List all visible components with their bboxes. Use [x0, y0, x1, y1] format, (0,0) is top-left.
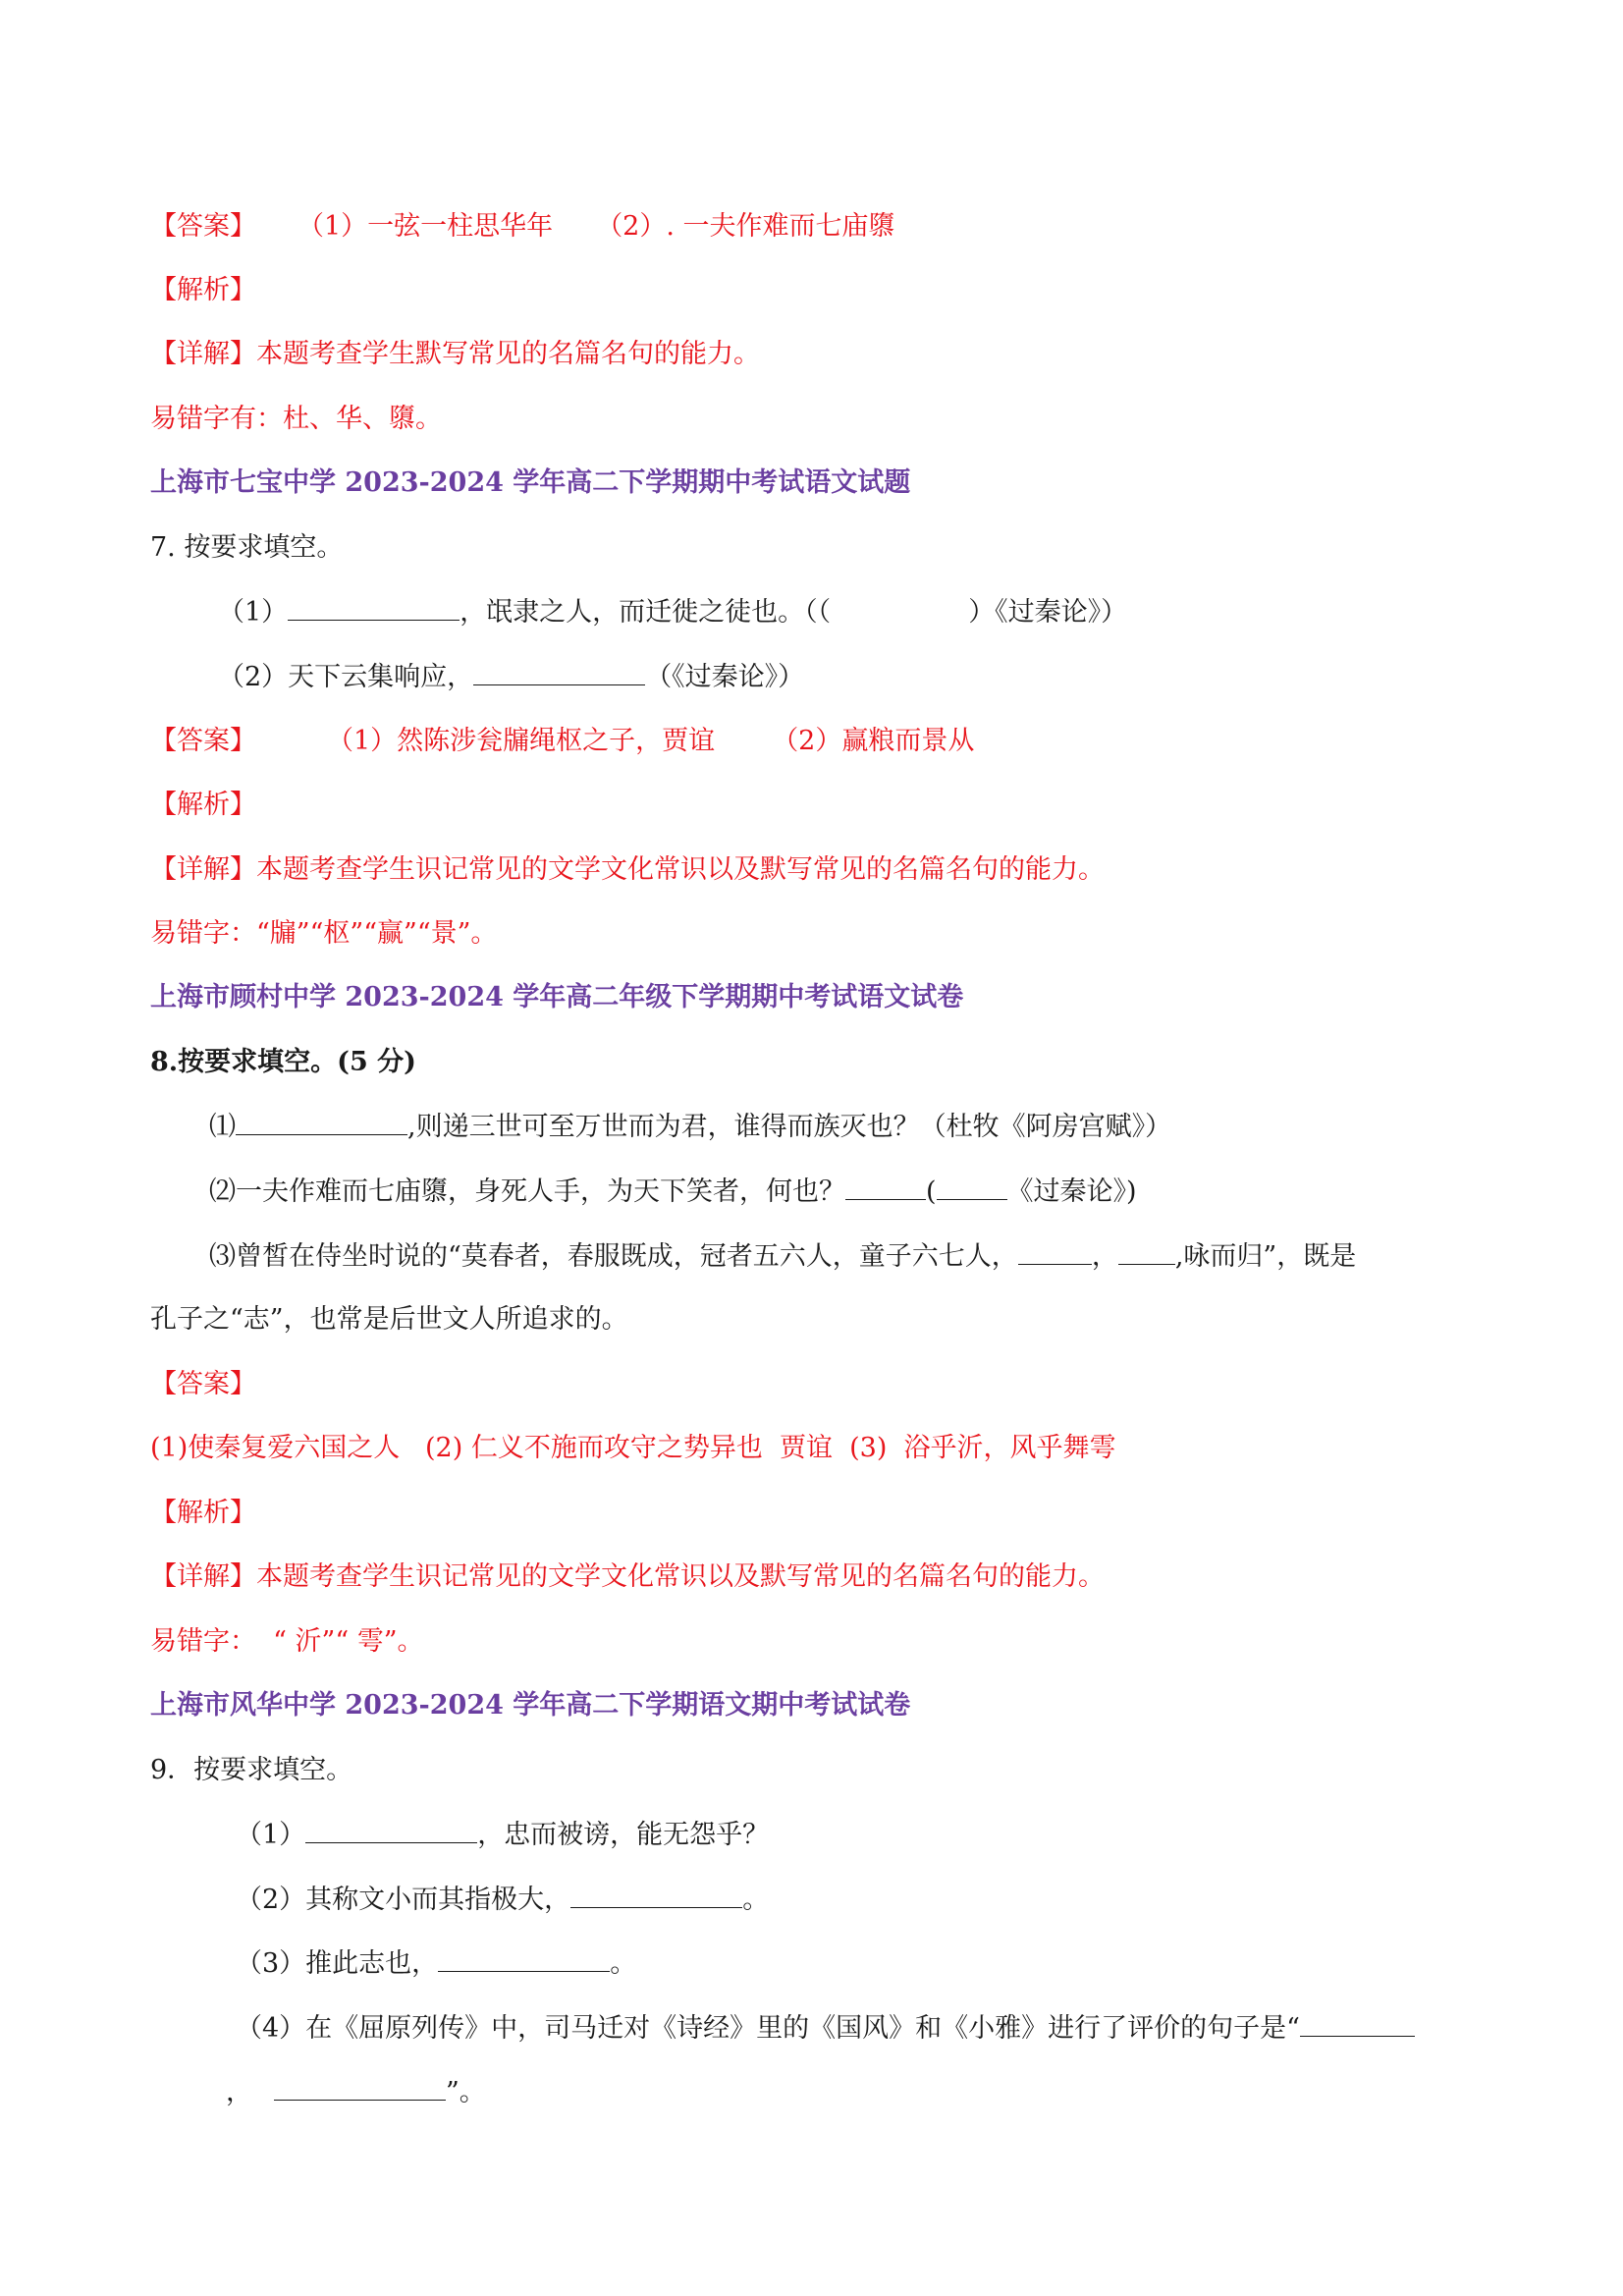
s7-source-title: 上海市七宝中学 2023-2024 学年高二下学期期中考试语文试题 [150, 467, 911, 498]
fill-blank[interactable] [1300, 2010, 1415, 2037]
s7-question: 7. 按要求填空。 [150, 532, 344, 563]
s9-item-4-continued: ， ”。 [226, 2074, 486, 2110]
s8-item-1: ⑴ ,则递三世可至万世而为君，谁得而族灭也？（杜牧《阿房宫赋》） [209, 1109, 1171, 1145]
s9-item-4: （4）在《屈原列传》中，司马迁对《诗经》里的《国风》和《小雅》进行了评价的句子是“ [236, 2010, 1415, 2047]
s7-error-chars: 易错字：“牖”“枢”“赢”“景”。 [150, 918, 498, 949]
s6-answer-line [150, 209, 895, 245]
s7-analysis-tag: 【解析】 [150, 790, 256, 820]
s7-item-2: （2）天下云集响应， （《过秦论》） [218, 659, 804, 695]
fill-blank[interactable] [1018, 1238, 1092, 1265]
s8-item-2: ⑵一夫作难而七庙隳，身死人手，为天下笑者，何也？ ( 《过秦论》) [209, 1174, 1137, 1210]
s9-item-1: （1） ，忠而被谤，能无怨乎？ [236, 1817, 769, 1853]
s8-detail-line: 【详解】本题考查学生识记常见的文学文化常识以及默写常见的名篇名句的能力。 [150, 1561, 1105, 1592]
s9-question: 9．按要求填空。 [150, 1755, 353, 1785]
s7-detail-line: 【详解】本题考查学生识记常见的文学文化常识以及默写常见的名篇名句的能力。 [150, 854, 1105, 885]
s8-source-title: 上海市顾村中学 2023-2024 学年高二年级下学期期中考试语文试卷 [150, 982, 964, 1012]
fill-blank[interactable] [937, 1174, 1007, 1200]
s7-answer-line: 【答案】 （1）然陈涉瓮牖绳枢之子，贾谊 （2）赢粮而景从 [150, 726, 975, 756]
s7-item-1: （1） ，氓隶之人，而迁徙之徒也。（（ ）《过秦论》） [218, 594, 1127, 630]
s8-question: 8.按要求填空。(5 分) [150, 1047, 416, 1077]
fill-blank[interactable] [305, 1817, 477, 1843]
answer-tag: 【答案】 [150, 211, 256, 242]
s9-source-title: 上海市风华中学 2023-2024 学年高二下学期语文期中考试试卷 [150, 1690, 911, 1721]
s6-error-chars: 易错字有：杜、华、隳。 [150, 404, 442, 434]
s8-answer-tag: 【答案】 [150, 1369, 256, 1399]
fill-blank[interactable] [288, 594, 460, 621]
fill-blank[interactable] [570, 1882, 742, 1908]
fill-blank[interactable] [845, 1174, 926, 1200]
s9-item-2: （2）其称文小而其指极大， 。 [236, 1882, 769, 1918]
s6-analysis-tag: 【解析】 [150, 275, 256, 305]
fill-blank[interactable] [274, 2074, 446, 2101]
s8-item-3-continued: 孔子之“志”，也常是后世文人所追求的。 [150, 1304, 628, 1335]
s8-item-3: ⑶曾皙在侍坐时说的“莫春者，春服既成，冠者五六人，童子六七人， ， ,咏而归”，既是 [209, 1238, 1356, 1275]
answer-1: （1）一弦一柱思华年 [298, 211, 554, 242]
fill-blank[interactable] [438, 1945, 610, 1972]
s9-item-3: （3）推此志也， 。 [236, 1945, 636, 1982]
s6-detail-line [150, 337, 760, 372]
answer-2: （2）. 一夫作难而七庙隳 [596, 211, 895, 242]
fill-blank[interactable] [1118, 1238, 1175, 1265]
fill-blank[interactable] [236, 1109, 407, 1135]
s8-answer-text: (1)使秦复爱六国之人 (2) 仁义不施而攻守之势异也 贾谊 (3) 浴乎沂，风乎舞雩 [150, 1433, 1116, 1463]
detail-text: 本题考查学生默写常见的名篇名句的能力。 [256, 339, 760, 369]
s8-analysis-tag: 【解析】 [150, 1498, 256, 1528]
s8-error-chars: 易错字： “ 沂”“ 雩”。 [150, 1626, 424, 1657]
fill-blank[interactable] [473, 659, 645, 685]
detail-tag: 【详解】 [150, 339, 256, 369]
